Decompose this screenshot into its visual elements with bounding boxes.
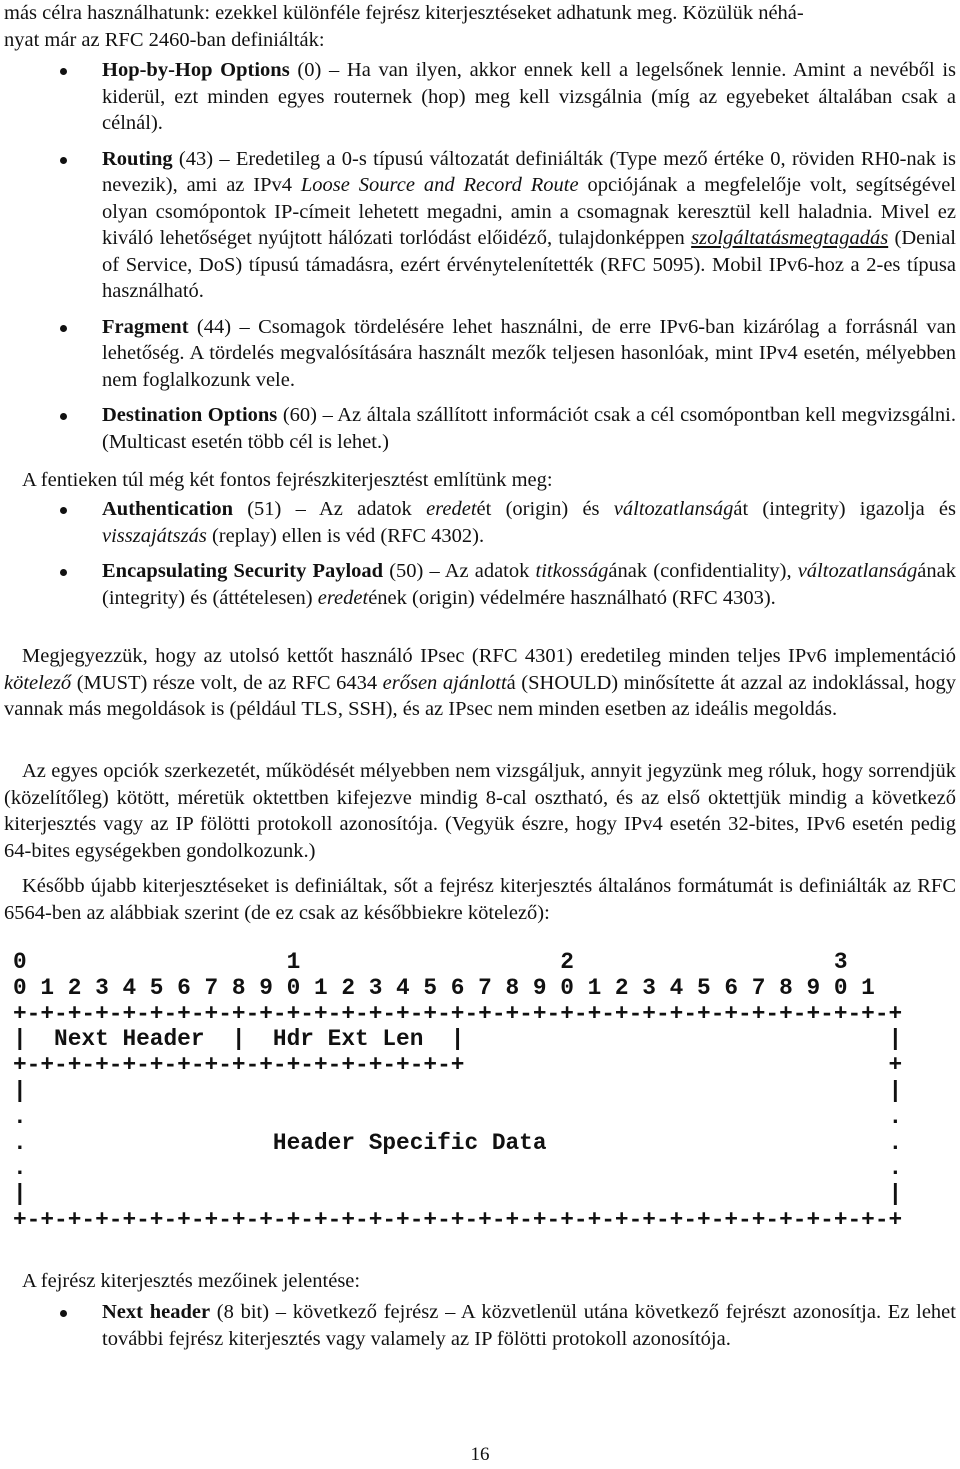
later-paragraph [4,873,956,926]
ipsec-text-1: Megjegyezzük, hogy az utolsó kettőt használó IPsec (RFC 4301) eredetileg minden teljes IPv6 implementáció [22,645,956,667]
extension-header-list [0,57,958,464]
bullet-icon [60,569,67,576]
security-header-list [0,496,958,620]
emph-auth-1: eredet [426,498,477,520]
fields-intro-text: A fejrész kiterjesztés mezőinek jelentése: [22,1270,361,1292]
bullet-icon [60,325,67,332]
diagram-row-fields: | Next Header | Hdr Ext Len | | [13,1026,903,1053]
emph-erosen-ajanlott: erősen ajánlott [382,671,507,694]
term-destination-options: Destination Options [102,404,278,426]
desc-hop-by-hop: (0) – Ha van ilyen, akkor ennek kell a legelsőnek lennie. Amint a nevéből is kiderül, ezt minden egyes routernek (hop) meg kell vizsgálnia (míg az egyebeket általában csak a célnál). [102,59,956,134]
ipsec-text-2: (MUST) része volt, de az RFC 6434 [71,671,383,694]
diagram-border-bottom: +-+-+-+-+-+-+-+-+-+-+-+-+-+-+-+-+-+-+-+-+-+-+-+-+-+-+-+-+-+-+-+-+ [13,1206,903,1233]
term-hop-by-hop: Hop-by-Hop Options [102,59,290,81]
list-item-authentication [0,496,958,549]
header-format-diagram [13,950,902,1234]
emph-esp-3: eredet [317,586,369,609]
desc-auth-1: (51) – Az adatok [232,498,427,520]
diagram-row-bar: | | [13,1077,903,1104]
ipsec-paragraph-text [4,643,956,723]
emph-loose-source: Loose Source and Record Route [300,174,579,196]
term-esp: Encapsulating Security Payload [102,560,384,582]
desc-routing-c: (Denial of Service, DoS) típusú támadásra, ezért érvénytelenítették (RFC 5095). Mobil IPv6-hoz a 2-es típusa használható. [102,227,956,302]
desc-auth-4: (replay) ellen is véd (RFC 4302). [206,524,485,547]
diagram-row-bar-2: | | [13,1181,903,1208]
list-item-hop-by-hop [0,57,958,137]
page-number: 16 [470,1444,490,1465]
bullet-icon [60,413,67,420]
ipsec-text-3: á (SHOULD) minősítette át azzal az indoklással, hogy vannak más megoldások is (például TLS, SSH), és az IPsec nem minden esetben az ideális megoldás. [4,671,956,720]
emph-auth-3: visszajátszás [102,524,207,547]
diagram-ruler-tens: 0 1 2 3 [13,949,848,975]
desc-next-header: (8 bit) – következő fejrész – A közvetlenül utána következő fejrészt azonosítja. Ez lehet további fejrész kiterjesztés vagy valamely az IP fölötti protokoll azonosítója. [102,1301,956,1350]
security-intro [4,467,956,494]
desc-fragment: (44) – Csomagok tördelésére lehet használni, de erre IPv6-ban kizárólag a forrásnál van lehetőség. A tördelés megvalósítására használt mezők teljesen hasonlóak, mint IPv4 esetén, mélyebben nem foglalkozunk vele. [102,315,956,391]
ipsec-paragraph [4,643,956,723]
desc-destination-options: (60) – Az általa szállított információt csak a cél csomópontban kell megvizsgálni. (Multicast esetén több cél is lehet.) [102,404,956,453]
bullet-icon [60,507,67,514]
list-item-fragment [0,314,958,394]
desc-esp-3: ának (integrity) és (áttételesen) [102,560,956,609]
term-next-header: Next header [102,1301,211,1323]
term-authentication: Authentication [102,498,233,520]
desc-routing-b: opciójának a megfelelője volt, segítségével olyan csomópontok IP-címeit lehetett megadni, amin a csomagnak keresztül kell haladnia. Mivel ez kiváló lehetőséget nyújtott hálózati torlódást előidéző, tulajdonképpen [102,174,957,249]
diagram-row-dot-2: . . [13,1155,903,1182]
term-fragment: Fragment [102,315,189,338]
fields-intro [4,1268,956,1295]
later-paragraph-text: Később újabb kiterjesztéseket is definiáltak, sőt a fejrész kiterjesztés általános formátumát is definiálták az RFC 6564-ben az alábbiak szerint (de ez csak az későbbiekre kötelező): [4,875,956,924]
emph-esp-2: változatlanság [797,560,918,582]
bullet-icon [60,1310,67,1317]
emph-dos: szolgáltatásmegtagadás [691,227,889,249]
emph-esp-1: titkosság [535,560,609,582]
emph-kotelezo: kötelező [4,671,72,694]
bullet-icon [60,68,67,75]
diagram-row-dot: . . [13,1103,903,1130]
list-item-destination-options [0,402,958,455]
list-item-next-header [0,1299,958,1352]
desc-auth-3: át (integrity) igazolja és [733,498,956,520]
intro-line-2: nyat már az RFC 2460-ban definiálták: [4,28,325,51]
emph-auth-2: változatlanság [613,498,734,520]
desc-auth-2: ét (origin) és [476,498,614,520]
diagram-border-top: +-+-+-+-+-+-+-+-+-+-+-+-+-+-+-+-+-+-+-+-+-+-+-+-+-+-+-+-+-+-+-+-+ [13,1000,903,1027]
options-paragraph [4,758,956,864]
security-intro-text: A fentieken túl még két fontos fejrészkiterjesztést említünk meg: [22,469,553,491]
diagram-row-partial: +-+-+-+-+-+-+-+-+-+-+-+-+-+-+-+-+ + [13,1052,903,1079]
intro-paragraph [4,0,956,53]
list-item-esp [0,558,958,611]
list-item-routing [0,146,958,305]
diagram-row-data: . Header Specific Data . [13,1129,903,1156]
diagram-ruler-units: 0 1 2 3 4 5 6 7 8 9 0 1 2 3 4 5 6 7 8 9 0 1 2 3 4 5 6 7 8 9 0 1 [13,974,875,1001]
term-routing: Routing [102,147,173,170]
desc-esp-4: ének (origin) védelmére használható (RFC 4303). [368,586,776,609]
intro-line-1: más célra használhatunk: ezekkel különféle fejrész kiterjesztéseket adhatunk meg. Közülük néhá- [4,2,804,24]
desc-routing-a: (43) – Eredetileg a 0-s típusú változatát definiálták (Type mező értéke 0, röviden RH0-nak is nevezik), ami az IPv4 [102,147,956,196]
fields-list [0,1299,958,1361]
bullet-icon [60,157,67,164]
desc-esp-2: ának (confidentiality), [608,560,798,582]
desc-esp-1: (50) – Az adatok [383,560,536,582]
options-paragraph-text: Az egyes opciók szerkezetét, működését mélyebben nem vizsgáljuk, annyit jegyzünk meg róluk, hogy sorrendjük (közelítőleg) kötött, méretük oktettben kifejezve mindig 8-cal osztható, és az első oktettjük mindig a következő kiterjesztés vagy az IP fölötti protokoll azonosítója. (Vegyük észre, hogy IPv4 esetén 32-bites, IPv6 esetén pedig 64-bites egységekben gondolkozunk.) [4,760,956,862]
